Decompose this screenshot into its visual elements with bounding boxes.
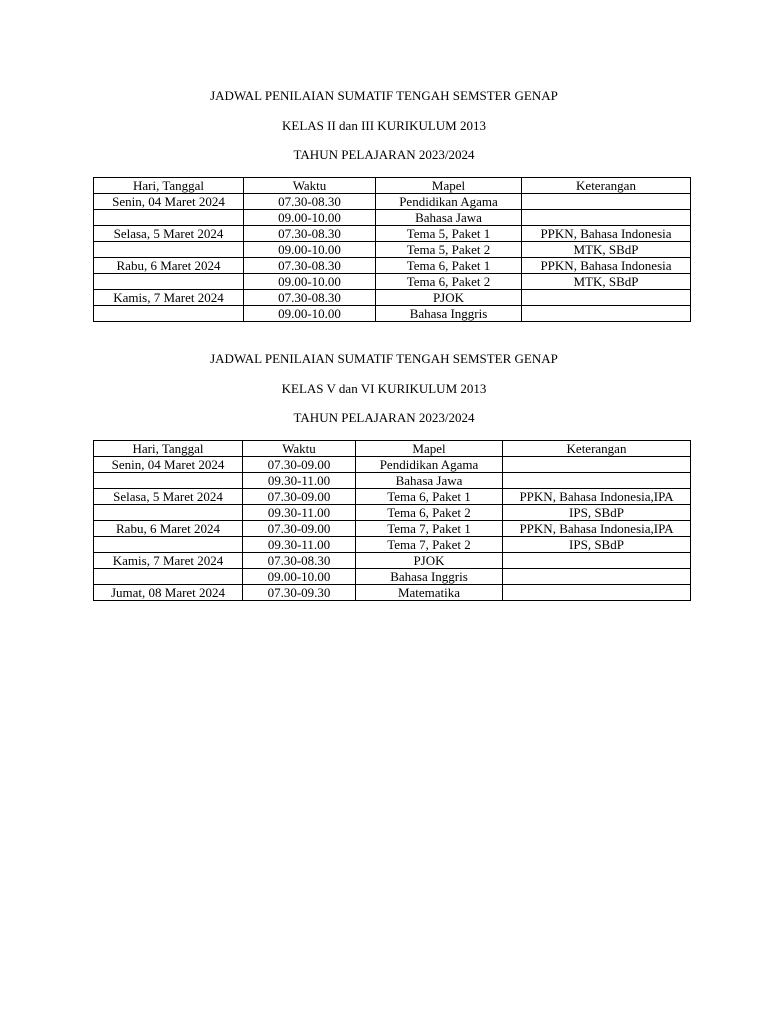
cell-keterangan (503, 553, 691, 569)
table-row (94, 553, 691, 569)
cell-hari: Jumat, 08 Maret 2024 (94, 585, 243, 601)
table-row (94, 274, 691, 290)
table-row (94, 306, 691, 322)
cell-waktu: 07.30-08.30 (243, 553, 356, 569)
schedule1-kelas: KELAS II dan III KURIKULUM 2013 (282, 118, 486, 133)
table-row (94, 537, 691, 553)
cell-waktu: 07.30-09.30 (243, 585, 356, 601)
cell-keterangan: PPKN, Bahasa Indonesia,IPA (503, 521, 691, 537)
cell-keterangan: PPKN, Bahasa Indonesia,IPA (503, 489, 691, 505)
cell-hari: Senin, 04 Maret 2024 (94, 457, 243, 473)
cell-keterangan: MTK, SBdP (522, 274, 691, 290)
cell-hari: Rabu, 6 Maret 2024 (94, 521, 243, 537)
cell-keterangan: MTK, SBdP (522, 242, 691, 258)
schedule2-kelas: KELAS V dan VI KURIKULUM 2013 (281, 381, 487, 396)
schedule2-table (93, 440, 691, 601)
cell-hari (94, 505, 243, 521)
cell-mapel: Bahasa Jawa (376, 210, 522, 226)
cell-waktu: 09.00-10.00 (244, 274, 376, 290)
cell-keterangan (503, 473, 691, 489)
schedule2-title: JADWAL PENILAIAN SUMATIF TENGAH SEMSTER GENAP (210, 351, 558, 366)
cell-keterangan: PPKN, Bahasa Indonesia (522, 258, 691, 274)
table-row (94, 569, 691, 585)
schedule2-tahun: TAHUN PELAJARAN 2023/2024 (293, 410, 475, 425)
cell-waktu: 09.30-11.00 (243, 537, 356, 553)
cell-hari (94, 306, 244, 322)
header-hari: Hari, Tanggal (94, 178, 244, 194)
header-waktu: Waktu (243, 441, 356, 457)
table-row (94, 521, 691, 537)
cell-hari (94, 537, 243, 553)
cell-mapel: PJOK (356, 553, 503, 569)
table-row (94, 505, 691, 521)
schedule1-table (93, 177, 691, 322)
cell-mapel: PJOK (376, 290, 522, 306)
cell-hari: Selasa, 5 Maret 2024 (94, 226, 244, 242)
cell-mapel: Matematika (356, 585, 503, 601)
cell-hari (94, 210, 244, 226)
cell-mapel: Pendidikan Agama (376, 194, 522, 210)
table-row (94, 242, 691, 258)
header-keterangan: Keterangan (522, 178, 691, 194)
cell-mapel: Pendidikan Agama (356, 457, 503, 473)
cell-keterangan (522, 290, 691, 306)
table-row (94, 489, 691, 505)
cell-keterangan (503, 569, 691, 585)
cell-hari (94, 569, 243, 585)
table-row (94, 457, 691, 473)
cell-keterangan: IPS, SBdP (503, 537, 691, 553)
cell-mapel: Bahasa Inggris (356, 569, 503, 585)
cell-hari: Kamis, 7 Maret 2024 (94, 553, 243, 569)
table-row (94, 226, 691, 242)
header-hari: Hari, Tanggal (94, 441, 243, 457)
cell-hari (94, 274, 244, 290)
cell-mapel: Tema 7, Paket 1 (356, 521, 503, 537)
cell-waktu: 07.30-09.00 (243, 521, 356, 537)
cell-waktu: 09.00-10.00 (244, 242, 376, 258)
cell-waktu: 07.30-09.00 (243, 457, 356, 473)
cell-waktu: 07.30-08.30 (244, 226, 376, 242)
cell-keterangan (522, 194, 691, 210)
header-mapel: Mapel (376, 178, 522, 194)
table-row (94, 210, 691, 226)
cell-waktu: 09.00-10.00 (244, 306, 376, 322)
cell-keterangan (522, 306, 691, 322)
cell-mapel: Tema 6, Paket 1 (376, 258, 522, 274)
cell-mapel: Bahasa Jawa (356, 473, 503, 489)
cell-hari (94, 473, 243, 489)
cell-waktu: 07.30-08.30 (244, 258, 376, 274)
cell-keterangan: IPS, SBdP (503, 505, 691, 521)
schedule1-tahun: TAHUN PELAJARAN 2023/2024 (293, 147, 475, 162)
cell-mapel: Tema 5, Paket 1 (376, 226, 522, 242)
table-header-row (94, 441, 691, 457)
cell-mapel: Tema 5, Paket 2 (376, 242, 522, 258)
cell-mapel: Bahasa Inggris (376, 306, 522, 322)
table-row (94, 258, 691, 274)
cell-mapel: Tema 7, Paket 2 (356, 537, 503, 553)
cell-waktu: 07.30-09.00 (243, 489, 356, 505)
table-row (94, 473, 691, 489)
table-row (94, 585, 691, 601)
cell-hari: Kamis, 7 Maret 2024 (94, 290, 244, 306)
cell-waktu: 07.30-08.30 (244, 194, 376, 210)
table-row (94, 194, 691, 210)
cell-hari: Selasa, 5 Maret 2024 (94, 489, 243, 505)
table-row (94, 290, 691, 306)
table-header-row (94, 178, 691, 194)
cell-waktu: 09.00-10.00 (243, 569, 356, 585)
schedule1-title: JADWAL PENILAIAN SUMATIF TENGAH SEMSTER GENAP (210, 88, 558, 103)
cell-keterangan: PPKN, Bahasa Indonesia (522, 226, 691, 242)
cell-keterangan (522, 210, 691, 226)
cell-hari: Senin, 04 Maret 2024 (94, 194, 244, 210)
cell-hari: Rabu, 6 Maret 2024 (94, 258, 244, 274)
cell-waktu: 09.30-11.00 (243, 473, 356, 489)
cell-waktu: 07.30-08.30 (244, 290, 376, 306)
header-waktu: Waktu (244, 178, 376, 194)
cell-mapel: Tema 6, Paket 2 (356, 505, 503, 521)
cell-waktu: 09.30-11.00 (243, 505, 356, 521)
header-mapel: Mapel (356, 441, 503, 457)
cell-keterangan (503, 457, 691, 473)
cell-mapel: Tema 6, Paket 1 (356, 489, 503, 505)
cell-hari (94, 242, 244, 258)
cell-mapel: Tema 6, Paket 2 (376, 274, 522, 290)
header-keterangan: Keterangan (503, 441, 691, 457)
cell-keterangan (503, 585, 691, 601)
cell-waktu: 09.00-10.00 (244, 210, 376, 226)
